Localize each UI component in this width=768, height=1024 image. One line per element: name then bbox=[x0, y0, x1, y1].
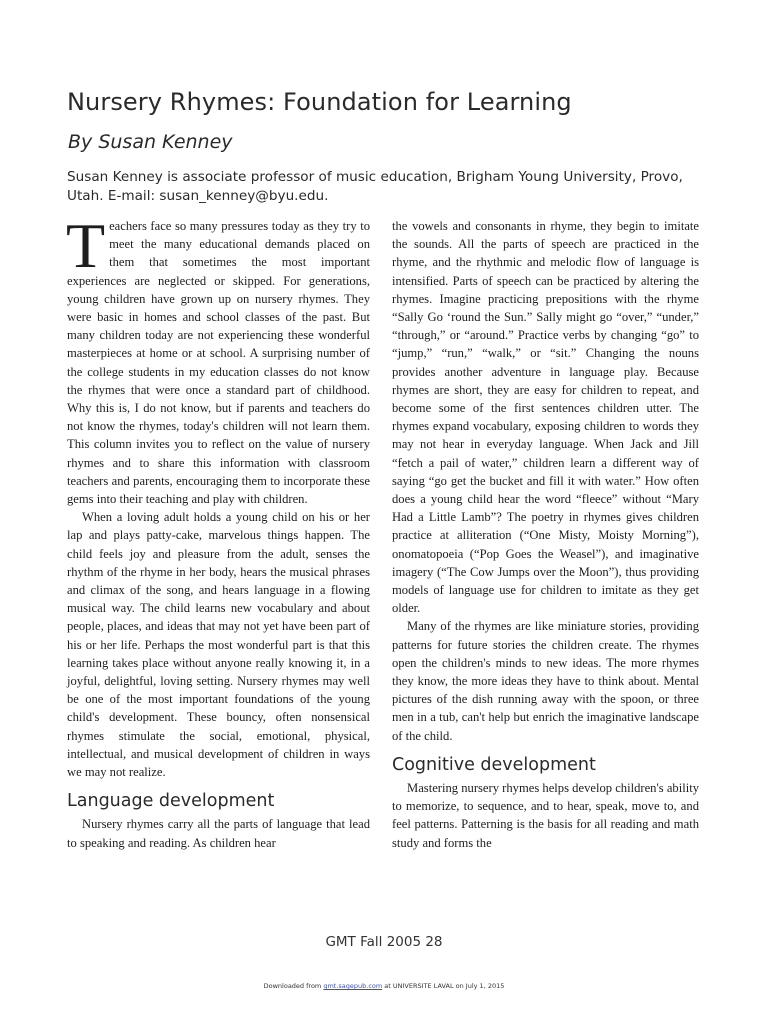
body-paragraph: Many of the rhymes are like miniature stories, providing patterns for future stories the children create. The rhymes open the children's minds to new ideas. The more rhymes they know, the more ideas they have to think about. Mental pictures of the dish running away with the spoon, or three men in a tub, can't help but enrich the imaginative landscape of the child. bbox=[392, 619, 699, 743]
download-prefix: Downloaded from bbox=[263, 982, 324, 990]
article-title: Nursery Rhymes: Foundation for Learning bbox=[67, 88, 572, 116]
download-link[interactable]: gmt.sagepub.com bbox=[323, 982, 383, 990]
intro-paragraph-text: eachers face so many pressures today as they try to meet the many educational demands placed on them that sometimes the most important experiences are neglected or skipped. For generations, young children have grown up on nursery rhymes. They were basic in homes and school classes of the past. But many children today are not experiencing these wonderful masterpieces at home or at school. A surprising number of the college students in my education classes do not know the rhymes that were once a standard part of childhood. Why this is, I do not know, but if parents and teachers do not know the rhymes, today's children will not learn them. This column invites you to reflect on the value of nursery rhymes and to share this information with classroom teachers and parents, encouraging them to incorporate these gems into their teaching and play with children. bbox=[67, 219, 370, 507]
body-paragraph: When a loving adult holds a young child on his or her lap and plays patty-cake, marvelous things happen. The child feels joy and pleasure from the adult, senses the rhythm of the rhyme in her body, hears the musical phrases and climax of the song, and hears language in a flowing musical way. The child learns new vocabulary and about people, places, and ideas that may not yet have been part of his or her life. Perhaps the most wonderful part is that this learning takes place without anyone really knowing it, in a joyful, delightful, loving setting. Nursery rhymes may well be one of the most important foundations of the young child's development. These bouncy, often nonsensical rhymes stimulate the social, emotional, physical, intellectual, and musical development of children in ways we may not realize. bbox=[67, 510, 370, 780]
article-byline: By Susan Kenney bbox=[68, 131, 233, 153]
left-column bbox=[66, 210, 370, 852]
drop-cap: T bbox=[66, 210, 106, 281]
page-footer-folio: GMT Fall 2005 28 bbox=[325, 934, 443, 950]
right-column bbox=[392, 217, 699, 852]
cognitive-paragraph: Mastering nursery rhymes helps develop children's ability to memorize, to sequence, and to hear, speak, move to, and feel patterns. Patterning is the basis for all reading and math study and forms the bbox=[392, 780, 699, 850]
download-suffix: at UNIVERSITE LAVAL on July 1, 2015 bbox=[382, 982, 505, 990]
section-heading-cognitive: Cognitive development bbox=[392, 754, 596, 775]
intro-paragraph bbox=[66, 210, 370, 508]
language-paragraph-continued: the vowels and consonants in rhyme, they begin to imitate the sounds. All the parts of speech are practiced in the rhyme, and the rhythmic and melodic flow of language is intensified. Parts of speech can be practiced by altering the rhymes. Imagine practicing prepositions with the rhyme “Sally Go ‘round the Sun.” Sally might go “over,” “under,” “through,” or “around.” Practice verbs by changing “go” to “jump,” “run,” “walk,” or “sit.” Changing the nouns provides another adventure in language play. Because rhymes are short, they are easy for children to repeat, and become some of the first sentences children utter. The rhymes expand vocabulary, exposing children to words they may not hear in everyday language. When Jack and Jill “fetch a pail of water,” children learn a different way of saying “go get the bucket and fill it with water.” How often does a young child hear the word “fleece” without “Mary Had a Little Lamb”? The poetry in rhymes gives children practice at alliteration (“One Misty, Moisty Morning”), onomatopoeia (“Pop Goes the Weasel”), and imaginative imagery (“The Cow Jumps over the Moon”), thus providing models of language use for children to imitate as they get older. bbox=[392, 219, 699, 616]
author-bio: Susan Kenney is associate professor of music education, Brigham Young University, Provo, Utah. E-mail: susan_kenney@byu.edu. bbox=[67, 169, 683, 204]
download-notice bbox=[0, 982, 768, 990]
section-heading-language: Language development bbox=[67, 791, 275, 812]
language-paragraph-start: Nursery rhymes carry all the parts of language that lead to speaking and reading. As children hear bbox=[67, 817, 370, 850]
